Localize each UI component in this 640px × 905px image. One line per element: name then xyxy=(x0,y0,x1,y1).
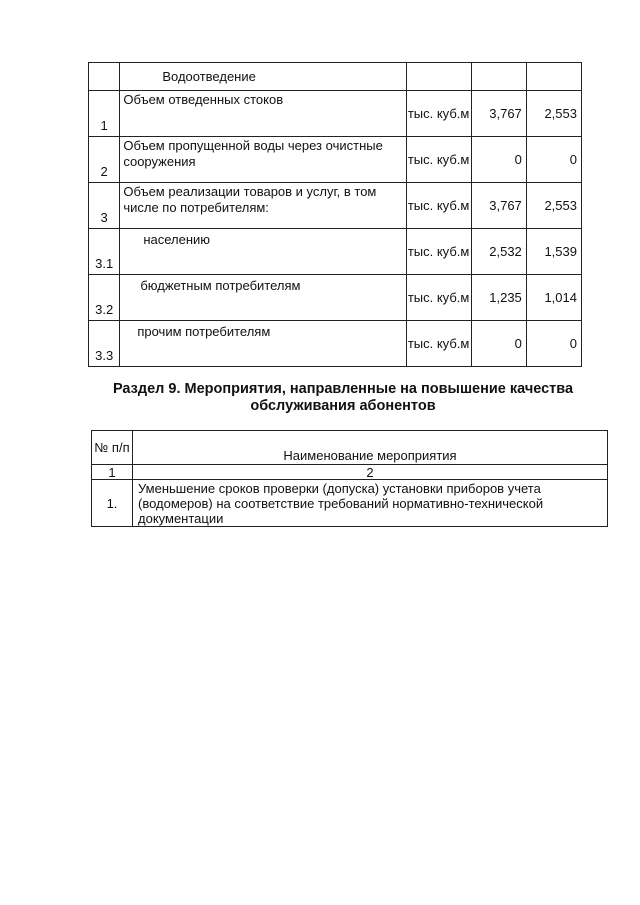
table-row xyxy=(92,480,608,527)
column-index-1: 1 xyxy=(92,465,133,480)
row-name: Объем реализации товаров и услуг, в том числе по потребителям: xyxy=(120,183,406,229)
row-value-1: 0 xyxy=(471,137,526,183)
row-value-1: 0 xyxy=(471,321,526,367)
row-value-2: 0 xyxy=(526,137,581,183)
item-text: Уменьшение сроков проверки (допуска) установки приборов учета (водомеров) на соответствие требований нормативно-технической документации xyxy=(133,480,608,527)
row-name: населению xyxy=(120,229,406,275)
row-value-1: 3,767 xyxy=(471,183,526,229)
row-name: Объем отведенных стоков xyxy=(120,91,406,137)
row-unit: тыс. куб.м xyxy=(406,275,471,321)
column-index-2: 2 xyxy=(133,465,608,480)
header-unit-cell xyxy=(406,63,471,91)
table-row xyxy=(89,229,582,275)
item-number: 1. xyxy=(92,480,133,527)
row-name: бюджетным потребителям xyxy=(120,275,406,321)
row-value-2: 2,553 xyxy=(526,183,581,229)
row-name: Объем пропущенной воды через очистные сооружения xyxy=(120,137,406,183)
table-row xyxy=(89,91,582,137)
header-number: № п/п xyxy=(92,431,133,465)
header-value2-cell xyxy=(526,63,581,91)
row-name: прочим потребителям xyxy=(120,321,406,367)
row-unit: тыс. куб.м xyxy=(406,137,471,183)
row-number: 3.3 xyxy=(89,321,120,367)
header-name: Наименование мероприятия xyxy=(133,431,608,465)
row-value-1: 2,532 xyxy=(471,229,526,275)
table-row xyxy=(89,275,582,321)
row-value-2: 1,014 xyxy=(526,275,581,321)
row-number: 3.2 xyxy=(89,275,120,321)
header-title: Водоотведение xyxy=(120,63,406,91)
table-header-row xyxy=(92,431,608,465)
row-number: 3.1 xyxy=(89,229,120,275)
row-value-1: 1,235 xyxy=(471,275,526,321)
row-unit: тыс. куб.м xyxy=(406,321,471,367)
measures-table xyxy=(91,430,608,527)
header-value1-cell xyxy=(471,63,526,91)
row-unit: тыс. куб.м xyxy=(406,229,471,275)
header-num-cell xyxy=(89,63,120,91)
table-row xyxy=(89,137,582,183)
row-number: 1 xyxy=(89,91,120,137)
row-value-2: 0 xyxy=(526,321,581,367)
row-value-2: 1,539 xyxy=(526,229,581,275)
row-value-2: 2,553 xyxy=(526,91,581,137)
column-index-row xyxy=(92,465,608,480)
table-row xyxy=(89,321,582,367)
table-row xyxy=(89,183,582,229)
table-header-row xyxy=(89,63,582,91)
row-number: 2 xyxy=(89,137,120,183)
drainage-table xyxy=(88,62,582,367)
row-unit: тыс. куб.м xyxy=(406,91,471,137)
row-number: 3 xyxy=(89,183,120,229)
row-unit: тыс. куб.м xyxy=(406,183,471,229)
row-value-1: 3,767 xyxy=(471,91,526,137)
section-heading: Раздел 9. Мероприятия, направленные на повышение качества обслуживания абонентов xyxy=(112,381,574,414)
